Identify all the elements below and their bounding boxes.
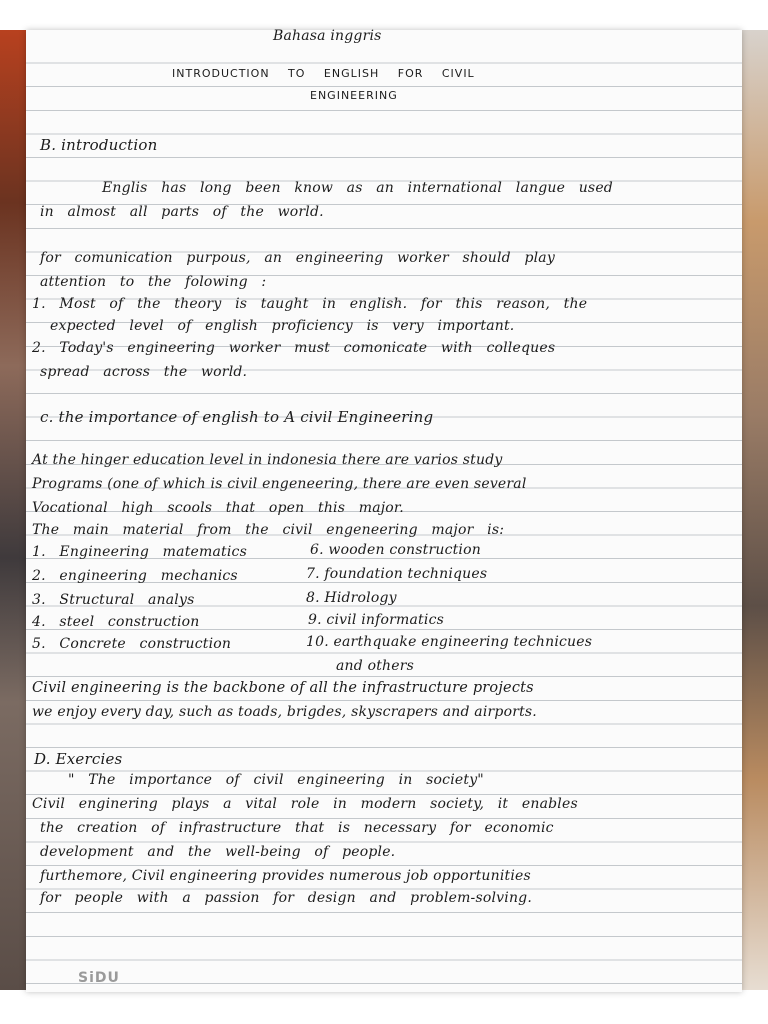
section-d-line-3: development and the well-being of people.: [40, 844, 396, 860]
section-d-line-2: the creation of infrastructure that is necessary for economic: [40, 820, 554, 836]
section-c-p1-line-1: At the hinger education level in indonesia there are varios study: [32, 452, 503, 468]
title-line-1: INTRODUCTION TO ENGLISH FOR CIVIL: [172, 67, 475, 80]
section-d-heading: D. Exercies: [34, 750, 123, 768]
top-title: Bahasa inggris: [273, 28, 382, 44]
notebook-page: [26, 30, 742, 992]
list-item: 9. civil informatics: [308, 612, 444, 628]
list-item: 8. Hidrology: [306, 590, 397, 606]
section-b-p1-line-2: in almost all parts of the world.: [40, 204, 324, 220]
background-left: [0, 30, 26, 990]
list-item: and others: [336, 658, 415, 674]
section-c-p1-line-2: Programs (one of which is civil engeneering, there are even several: [32, 476, 527, 492]
section-c-p2-line-1: Civil engineering is the backbone of all the infrastructure projects: [32, 680, 534, 696]
title-line-2: ENGINEERING: [310, 89, 398, 102]
list-item: 1. Engineering matematics: [32, 544, 247, 560]
list-item: 2. engineering mechanics: [32, 568, 238, 584]
section-c-p1-line-4: The main material from the civil engeneering major is:: [32, 522, 505, 538]
section-b-p2-line-2: attention to the folowing :: [40, 274, 267, 290]
section-b-p2-line-5: 2. Today's engineering worker must comonicate with colleques: [32, 340, 556, 356]
section-c-p1-line-3: Vocational high scools that open this major.: [32, 500, 404, 516]
list-item: 4. steel construction: [32, 614, 200, 630]
section-b-p2-line-4: expected level of english proficiency is very important.: [50, 318, 515, 334]
section-d-line-4: furthemore, Civil engineering provides numerous job opportunities: [40, 868, 531, 884]
background-right: [742, 30, 768, 990]
section-b-p2-line-6: spread across the world.: [40, 364, 248, 380]
section-d-quote: " The importance of civil engineering in society": [68, 772, 484, 788]
section-b-heading: B. introduction: [40, 136, 158, 154]
list-item: 10. earthquake engineering technicues: [306, 634, 593, 650]
list-item: 6. wooden construction: [310, 542, 481, 558]
section-c-heading: c. the importance of english to A civil Engineering: [40, 408, 434, 426]
section-d-line-1: Civil enginering plays a vital role in modern society, it enables: [32, 796, 578, 812]
section-d-line-5: for people with a passion for design and problem-solving.: [40, 890, 532, 906]
section-b-p1-line-1: Englis has long been know as an international langue used: [102, 180, 613, 196]
list-item: 7. foundation techniques: [306, 566, 488, 582]
notebook-brand-mark: SiDU: [78, 970, 120, 986]
section-b-p2-line-3: 1. Most of the theory is taught in english. for this reason, the: [32, 296, 588, 312]
list-item: 3. Structural analys: [32, 592, 195, 608]
section-c-p2-line-2: we enjoy every day, such as toads, brigdes, skyscrapers and airports.: [32, 704, 537, 720]
section-b-p2-line-1: for comunication purpous, an engineering worker should play: [40, 250, 555, 266]
list-item: 5. Concrete construction: [32, 636, 232, 652]
